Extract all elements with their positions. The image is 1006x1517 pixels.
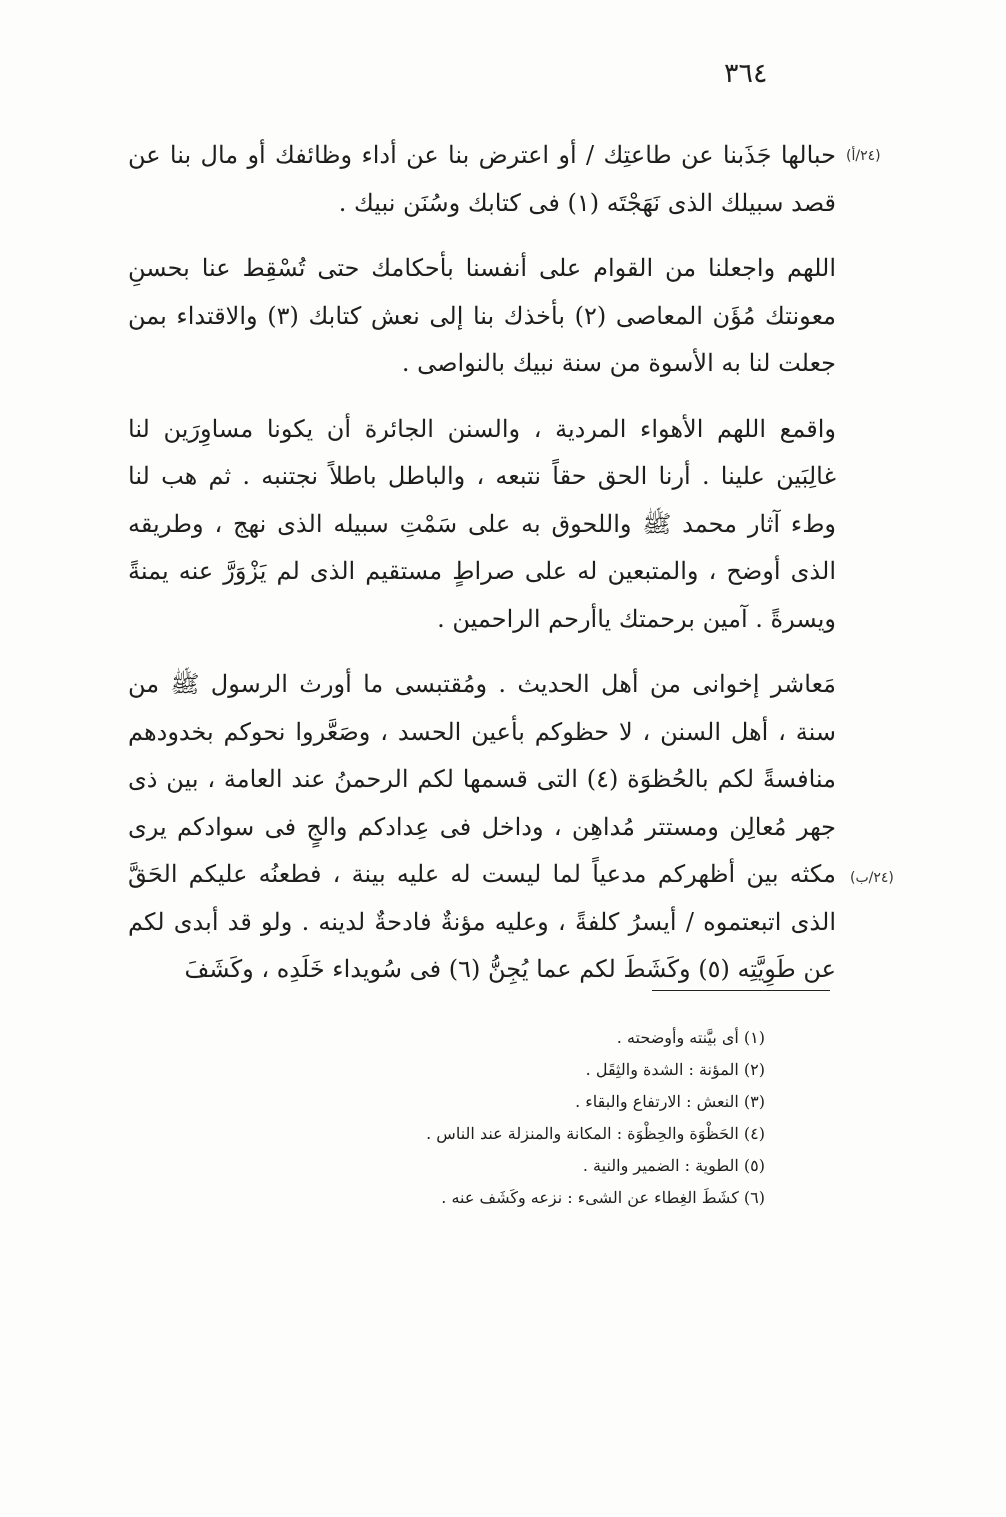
footnotes [180, 1022, 765, 1214]
page-number: ٣٦٤ [724, 58, 768, 89]
footnote: (٢) المؤنة : الشدة والثِقَل . [585, 1060, 765, 1079]
paragraph: اللهم واجعلنا من القوام على أنفسنا بأحكامك حتى تُسْقِط عنا بحسنِ معونتك مُؤَن المعاصى (٢) بأخذك بنا إلى نعش كتابك (٣) والاقتداء بمن جعلت لنا به الأسوة من سنة نبيك بالنواصى . [128, 254, 836, 377]
footnote: (٣) النعش : الارتفاع والبقاء . [575, 1092, 765, 1111]
footnote: (١) أى بيَّنته وأوضحته . [616, 1028, 765, 1047]
footnote-divider [652, 990, 830, 991]
paragraph: مَعاشر إخوانى من أهل الحديث . ومُقتبسى ما أورث الرسول ﷺ من سنة ، أهل السنن ، لا حظوكم بأعين الحسد ، وصَعَّروا نحوكم بخدودهم منافسةً لكم بالحُظوَة (٤) التى قسمها لكم الرحمنُ عند العامة ، بين ذى جهر مُعالِن ومستتر مُداهِن ، وداخل فى عِدادكم والجٍ فى سوادكم يرى مكثه بين أظهركم مدعياً لما ليست له عليه بينة ، فطعنُه عليكم الحَقَّ الذى اتبعتموه / أيسرُ كلفةً ، وعليه مؤنةٌ فادحةٌ لدينه . ولو قد أبدى لكم عن طَوِيَّتِه (٥) وكَشَطَ لكم عما يُجِنُّ (٦) فى سُويداء خَلَدِه ، وكَشَفَ [128, 670, 836, 983]
footnote: (٦) كشَطَ الغِطاء عن الشىء : نزعه وكَشَف عنه . [441, 1188, 765, 1207]
paragraph: واقمع اللهم الأهواء المردية ، والسنن الجائرة أن يكونا مساوِرَين لنا غالِبَين علينا . أرنا الحق حقاً نتبعه ، والباطل باطلاً نجتنبه . ثم هب لنا وطء آثار محمد ﷺ واللحوق به على سَمْتِ سبيله الذى نهج ، وطريقه الذى أوضح ، والمتبعين له على صراطٍ مستقيم الذى لم يَزْوَرَّ عنه يمنةً ويسرةً . آمين برحمتك ياأرحم الراحمين . [128, 414, 836, 633]
footnote: (٥) الطوية : الضمير والنية . [582, 1156, 765, 1175]
margin-folio-note: (٢٤/أ) [846, 148, 881, 164]
paragraph: حبالها جَذَبنا عن طاعتِك / أو اعترض بنا عن أداء وظائفك أو مال بنا عن قصد سبيلك الذى نَهَجْتَه (١) فى كتابك وسُنَن نبيك . [128, 141, 836, 217]
main-text [128, 132, 836, 1012]
footnote: (٤) الحَظْوَة والحِظْوَة : المكانة والمنزلة عند الناس . [426, 1124, 765, 1143]
margin-folio-note: (٢٤/ب) [850, 870, 894, 886]
